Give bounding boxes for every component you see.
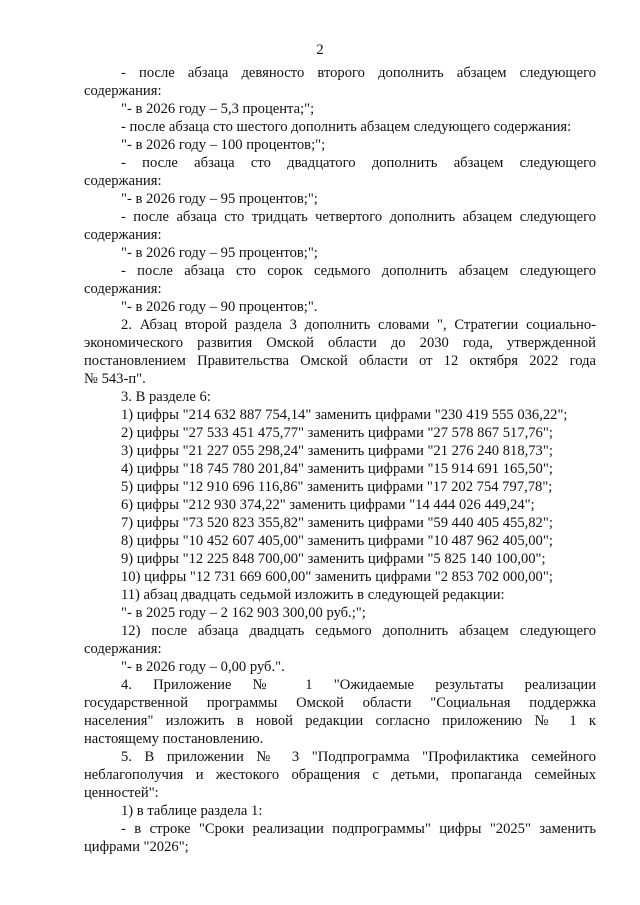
text-line: "- в 2026 году – 0,00 руб.".: [121, 659, 285, 675]
text-line: 6) цифры "212 930 374,22" заменить цифрами "14 444 026 449,24";: [121, 497, 535, 513]
text-line: 1) цифры "214 632 887 754,14" заменить цифрами "230 419 555 036,22";: [121, 407, 568, 423]
text-line: ценностей":: [84, 785, 159, 801]
text-line: содержания:: [84, 227, 162, 243]
document-body: [84, 64, 596, 856]
text-line: экономического развития Омской области до 2030 года, утвержденной: [84, 335, 596, 351]
text-line: "- в 2026 году – 95 процентов;";: [121, 191, 318, 207]
text-line: № 543-п".: [84, 371, 146, 387]
text-line: содержания:: [84, 83, 162, 99]
text-line: 1) в таблице раздела 1:: [121, 803, 263, 819]
text-line: - после абзаца сто тридцать четвертого дополнить абзацем следующего: [121, 209, 596, 225]
text-line: - после абзаца девяносто второго дополнить абзацем следующего: [121, 65, 596, 81]
text-line: содержания:: [84, 641, 162, 657]
text-line: государственной программы Омской области "Социальная поддержка: [84, 695, 596, 711]
text-line: цифрами "2026";: [84, 839, 189, 855]
text-line: 3. В разделе 6:: [121, 389, 211, 405]
text-line: неблагополучия и жестокого обращения с детьми, пропаганда семейных: [84, 767, 596, 783]
text-line: "- в 2026 году – 100 процентов;";: [121, 137, 326, 153]
text-line: 4) цифры "18 745 780 201,84" заменить цифрами "15 914 691 165,50";: [121, 461, 553, 477]
text-line: настоящему постановлению.: [84, 731, 264, 747]
text-line: "- в 2026 году – 90 процентов;".: [121, 299, 318, 315]
text-line: 2) цифры "27 533 451 475,77" заменить цифрами "27 578 867 517,76";: [121, 425, 553, 441]
page-number: 2: [316, 42, 324, 58]
text-line: "- в 2025 году – 2 162 903 300,00 руб.;";: [121, 605, 366, 621]
text-line: содержания:: [84, 173, 162, 189]
text-line: 3) цифры "21 227 055 298,24" заменить цифрами "21 276 240 818,73";: [121, 443, 553, 459]
text-line: 12) после абзаца двадцать седьмого дополнить абзацем следующего: [121, 623, 596, 639]
text-line: населения" изложить в новой редакции согласно приложению № 1 к: [84, 713, 596, 729]
text-line: 5. В приложении № 3 "Подпрограмма "Профилактика семейного: [121, 749, 596, 765]
text-line: "- в 2026 году – 95 процентов;";: [121, 245, 318, 261]
text-line: 7) цифры "73 520 823 355,82" заменить цифрами "59 440 405 455,82";: [121, 515, 553, 531]
text-line: - в строке "Сроки реализации подпрограммы" цифры "2025" заменить: [121, 821, 596, 837]
text-line: 8) цифры "10 452 607 405,00" заменить цифрами "10 487 962 405,00";: [121, 533, 553, 549]
text-line: 11) абзац двадцать седьмой изложить в следующей редакции:: [121, 587, 505, 603]
text-line: 10) цифры "12 731 669 600,00" заменить цифрами "2 853 702 000,00";: [121, 569, 553, 585]
text-line: "- в 2026 году – 5,3 процента;";: [121, 101, 315, 117]
text-line: постановлением Правительства Омской области от 12 октября 2022 года: [84, 353, 596, 369]
text-line: - после абзаца сто двадцатого дополнить абзацем следующего: [121, 155, 596, 171]
text-line: 9) цифры "12 225 848 700,00" заменить цифрами "5 825 140 100,00";: [121, 551, 546, 567]
text-line: 4. Приложение № 1 "Ожидаемые результаты реализации: [121, 677, 596, 693]
text-line: - после абзаца сто шестого дополнить абзацем следующего содержания:: [121, 119, 572, 135]
text-line: 2. Абзац второй раздела 3 дополнить словами ", Стратегии социально-: [121, 317, 596, 333]
text-line: - после абзаца сто сорок седьмого дополнить абзацем следующего: [121, 263, 596, 279]
text-line: 5) цифры "12 910 696 116,86" заменить цифрами "17 202 754 797,78";: [121, 479, 553, 495]
text-line: содержания:: [84, 281, 162, 297]
